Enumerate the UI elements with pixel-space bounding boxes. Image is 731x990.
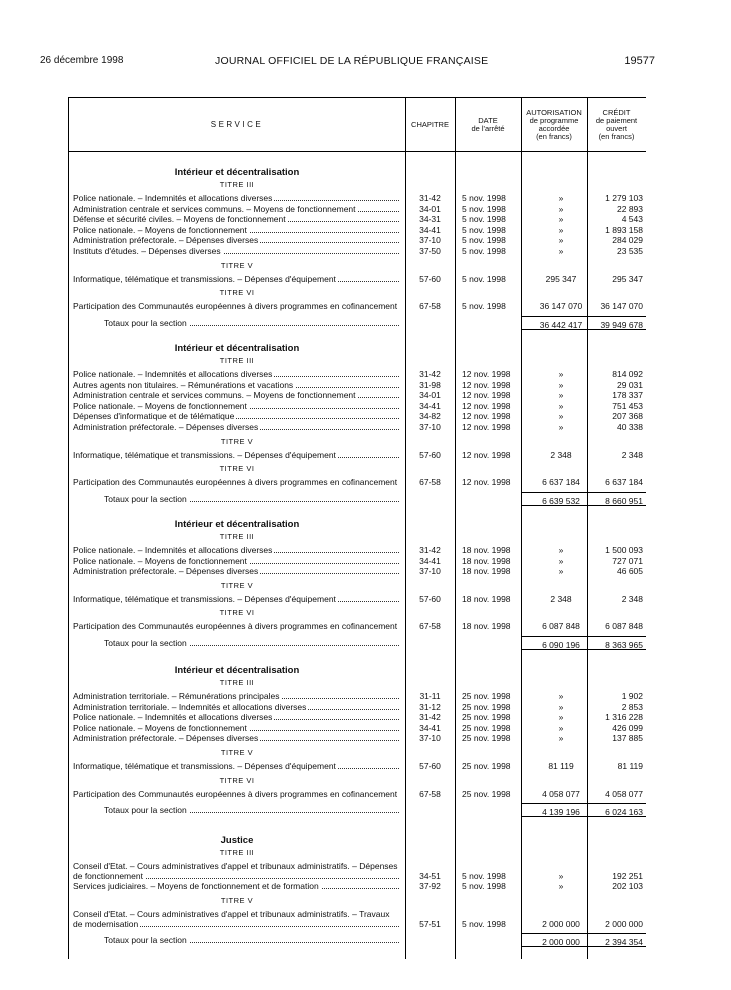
row-date: 5 nov. 1998 <box>462 193 506 203</box>
table-row <box>69 274 646 284</box>
row-label-text: Participation des Communautés européennes à divers programmes en cofinancement <box>73 788 398 799</box>
row-credit: 22 893 <box>617 203 643 214</box>
row-chapitre: 34-31 <box>419 214 441 225</box>
titre-heading: TITRE III <box>219 848 255 857</box>
row-date: 25 nov. 1998 <box>462 788 511 799</box>
row-label <box>73 204 399 214</box>
row-label-text: Police nationale. – Moyens de fonctionnement <box>73 400 247 411</box>
row-label <box>73 594 399 604</box>
row-label <box>73 881 399 891</box>
table-row <box>69 450 646 460</box>
table-row <box>69 594 646 604</box>
row-chapitre: 31-98 <box>419 379 441 390</box>
row-credit: 81 119 <box>617 761 643 771</box>
titre-heading: TITRE III <box>219 678 255 687</box>
row-label-text: Informatique, télématique et transmissions. – Dépenses d'équipement <box>73 593 336 604</box>
journal-title: JOURNAL OFFICIEL DE LA RÉPUBLIQUE FRANÇAISE <box>215 55 489 67</box>
row-label-text: Administration territoriale. – Rémunérations principales <box>73 691 280 701</box>
row-autorisation: 2 000 000 <box>542 918 580 929</box>
row-date: 25 nov. 1998 <box>462 701 511 712</box>
row-label <box>73 761 399 771</box>
row-credit: 284 029 <box>612 235 643 246</box>
row-label <box>73 621 399 631</box>
credits-table <box>68 97 646 959</box>
row-chapitre: 67-58 <box>419 621 441 632</box>
col-header-credit-line: CRÉDIT <box>602 107 631 117</box>
row-autorisation: » <box>558 400 564 411</box>
row-date: 18 nov. 1998 <box>462 621 511 632</box>
row-date: 12 nov. 1998 <box>462 390 511 401</box>
table-row <box>69 301 646 311</box>
row-label <box>73 369 399 379</box>
row-label-text: Conseil d'Etat. – Cours administratives d'appel et tribunaux administratifs. – Dépenses de fonctionnement <box>73 861 398 881</box>
row-autorisation: 81 119 <box>548 761 574 771</box>
row-label-text: Participation des Communautés européennes à divers programmes en cofinancement <box>73 477 398 488</box>
row-label <box>73 214 399 224</box>
row-autorisation: » <box>558 691 564 701</box>
row-chapitre: 57-60 <box>419 273 441 284</box>
row-date: 5 nov. 1998 <box>462 301 506 312</box>
titre-heading: TITRE III <box>219 356 255 365</box>
row-credit: 1 279 103 <box>605 193 643 203</box>
row-autorisation: » <box>558 566 564 577</box>
total-label-text: Totaux pour la section <box>104 493 187 504</box>
section-title: Intérieur et décentralisation <box>174 167 300 178</box>
row-chapitre: 34-01 <box>419 203 441 214</box>
row-label <box>73 401 399 411</box>
row-credit: 23 535 <box>617 246 643 256</box>
row-chapitre: 37-10 <box>419 733 441 744</box>
row-label-text: Instituts d'études. – Dépenses diverses <box>73 246 221 256</box>
row-label-text: Administration territoriale. – Indemnités et allocations diverses <box>73 701 307 712</box>
row-autorisation: » <box>558 193 564 203</box>
total-autorisation: 2 000 000 <box>542 936 580 947</box>
row-autorisation: » <box>558 203 564 214</box>
row-autorisation: » <box>558 422 564 432</box>
row-date: 25 nov. 1998 <box>462 722 511 733</box>
total-label <box>104 805 399 815</box>
table-row <box>69 401 646 411</box>
row-label-text: Participation des Communautés européennes à divers programmes en cofinancement <box>73 621 398 632</box>
table-row <box>69 881 646 891</box>
row-date: 18 nov. 1998 <box>462 566 511 577</box>
row-credit: 2 348 <box>621 449 643 460</box>
row-chapitre: 34-41 <box>419 722 441 733</box>
row-label <box>73 861 399 881</box>
col-header-auth-line: AUTORISATION <box>526 107 582 117</box>
total-label-text: Totaux pour la section <box>104 934 187 945</box>
table-row <box>69 702 646 712</box>
row-credit: 192 251 <box>612 871 643 881</box>
row-credit: 814 092 <box>612 369 643 379</box>
total-autorisation: 36 442 417 <box>539 319 583 330</box>
row-autorisation: 6 087 848 <box>542 621 580 632</box>
total-label <box>104 318 399 328</box>
row-date: 12 nov. 1998 <box>462 449 511 460</box>
row-date: 5 nov. 1998 <box>462 918 506 929</box>
row-label-text: Administration centrale et services communs. – Moyens de fonctionnement <box>73 390 356 401</box>
row-credit: 727 071 <box>612 555 643 566</box>
total-label-text: Totaux pour la section <box>104 638 187 648</box>
row-date: 12 nov. 1998 <box>462 477 511 488</box>
row-credit: 4 543 <box>621 214 643 225</box>
row-credit: 137 885 <box>612 733 643 744</box>
row-label <box>73 193 399 203</box>
row-chapitre: 31-11 <box>419 691 441 701</box>
section-total <box>69 638 646 650</box>
row-label-text: Participation des Communautés européennes à divers programmes en cofinancement <box>73 301 398 312</box>
total-label <box>104 935 399 945</box>
col-header-auth-line: accordée <box>538 123 570 133</box>
row-chapitre: 31-42 <box>419 545 441 555</box>
row-chapitre: 37-50 <box>419 246 441 256</box>
row-label <box>73 390 399 400</box>
row-label <box>73 411 399 421</box>
table-row <box>69 723 646 733</box>
total-credit: 39 949 678 <box>600 319 643 330</box>
titre-heading: TITRE V <box>220 895 254 905</box>
row-date: 5 nov. 1998 <box>462 871 506 881</box>
section-total <box>69 805 646 817</box>
row-label <box>73 733 399 743</box>
total-label-text: Totaux pour la section <box>104 805 187 816</box>
row-credit: 751 453 <box>612 400 643 411</box>
row-date: 18 nov. 1998 <box>462 555 511 566</box>
row-label <box>73 909 399 929</box>
row-autorisation: » <box>558 712 564 723</box>
col-header-auth-line: de programme <box>529 115 579 125</box>
row-label-text: Police nationale. – Indemnités et allocations diverses <box>73 193 273 203</box>
row-chapitre: 34-41 <box>419 555 441 566</box>
row-date: 12 nov. 1998 <box>462 400 511 411</box>
row-chapitre: 67-58 <box>419 477 441 488</box>
row-credit: 295 347 <box>612 273 643 284</box>
row-credit: 6 637 184 <box>605 477 643 488</box>
col-header-service-label: SERVICE <box>210 119 264 129</box>
row-autorisation: » <box>558 701 564 712</box>
section-total <box>69 935 646 947</box>
row-credit: 1 316 228 <box>605 712 643 723</box>
row-date: 12 nov. 1998 <box>462 411 511 422</box>
row-label <box>73 545 399 555</box>
row-credit: 2 000 000 <box>605 918 643 929</box>
col-header-date-line: DATE <box>478 115 498 125</box>
total-autorisation: 6 639 532 <box>542 495 580 506</box>
row-date: 5 nov. 1998 <box>462 273 506 284</box>
col-header-service <box>69 98 405 151</box>
table-row <box>69 621 646 631</box>
table-row <box>69 225 646 235</box>
row-label-text: Administration centrale et services communs. – Moyens de fonctionnement <box>73 203 356 214</box>
total-credit: 8 660 951 <box>605 495 643 506</box>
row-date: 5 nov. 1998 <box>462 246 506 256</box>
row-label <box>73 380 399 390</box>
col-header-date-line: de l'arrêté <box>471 123 505 133</box>
row-label-text: Informatique, télématique et transmissions. – Dépenses d'équipement <box>73 449 336 460</box>
row-label-text: Police nationale. – Indemnités et allocations diverses <box>73 712 273 723</box>
row-autorisation: » <box>558 545 564 555</box>
row-date: 5 nov. 1998 <box>462 203 506 214</box>
row-label <box>73 274 399 284</box>
row-chapitre: 34-01 <box>419 390 441 401</box>
row-label <box>73 556 399 566</box>
titre-heading: TITRE VI <box>219 608 255 618</box>
total-autorisation: 6 090 196 <box>542 640 580 650</box>
row-chapitre: 57-60 <box>419 449 441 460</box>
row-label-text: Administration préfectorale. – Dépenses diverses <box>73 235 259 246</box>
row-label-text: Dépenses d'informatique et de télématique <box>73 411 235 422</box>
row-autorisation: » <box>558 224 564 235</box>
row-credit: 1 893 158 <box>605 224 643 235</box>
table-row <box>69 246 646 256</box>
row-label-text: Administration préfectorale. – Dépenses diverses <box>73 733 259 744</box>
total-label-text: Totaux pour la section <box>104 317 187 328</box>
row-chapitre: 57-60 <box>419 761 441 771</box>
table-row <box>69 556 646 566</box>
row-credit: 4 058 077 <box>605 788 643 799</box>
titre-heading: TITRE V <box>220 580 254 590</box>
row-chapitre: 34-41 <box>419 224 441 235</box>
row-chapitre: 34-51 <box>419 871 441 881</box>
row-autorisation: 2 348 <box>550 449 572 460</box>
section-total <box>69 318 646 330</box>
row-autorisation: 36 147 070 <box>539 301 583 312</box>
row-autorisation: » <box>558 235 564 246</box>
titre-heading: TITRE V <box>220 436 254 446</box>
row-date: 25 nov. 1998 <box>462 733 511 744</box>
row-autorisation: » <box>558 369 564 379</box>
row-autorisation: » <box>558 871 564 881</box>
row-chapitre: 67-58 <box>419 788 441 799</box>
row-autorisation: 4 058 077 <box>542 788 580 799</box>
row-label-text: Défense et sécurité civiles. – Moyens de fonctionnement <box>73 214 286 225</box>
row-label-text: Conseil d'Etat. – Cours administratives d'appel et tribunaux administratifs. – Travaux de modernisation <box>73 908 390 929</box>
row-date: 18 nov. 1998 <box>462 593 511 604</box>
titre-heading: TITRE VI <box>219 288 255 298</box>
row-date: 18 nov. 1998 <box>462 545 511 555</box>
titre-heading: TITRE III <box>219 532 255 541</box>
row-chapitre: 31-12 <box>419 701 441 712</box>
row-chapitre: 34-82 <box>419 411 441 422</box>
row-autorisation: » <box>558 214 564 225</box>
col-header-chapitre <box>405 98 455 151</box>
row-autorisation: » <box>558 246 564 256</box>
row-date: 5 nov. 1998 <box>462 214 506 225</box>
col-header-credit <box>587 98 646 151</box>
row-chapitre: 57-51 <box>419 918 441 929</box>
total-autorisation: 4 139 196 <box>542 807 580 818</box>
row-credit: 2 853 <box>621 701 643 712</box>
row-label <box>73 246 399 256</box>
col-header-credit-line: ouvert <box>606 123 627 133</box>
row-label <box>73 723 399 733</box>
titre-heading: TITRE VI <box>219 464 255 474</box>
row-date: 25 nov. 1998 <box>462 761 511 771</box>
row-label-text: Police nationale. – Moyens de fonctionnement <box>73 224 247 235</box>
row-date: 5 nov. 1998 <box>462 235 506 246</box>
table-row <box>69 235 646 245</box>
row-label <box>73 702 399 712</box>
col-header-chapitre-label: CHAPITRE <box>411 119 449 129</box>
row-autorisation: 6 637 184 <box>542 477 580 488</box>
row-chapitre: 37-10 <box>419 566 441 577</box>
issue-date: 26 décembre 1998 <box>40 55 124 66</box>
table-row <box>69 193 646 203</box>
page-header <box>40 55 655 69</box>
table-row <box>69 380 646 390</box>
row-autorisation: » <box>558 722 564 733</box>
page-number: 19577 <box>624 55 655 67</box>
row-label-text: Police nationale. – Indemnités et allocations diverses <box>73 369 273 379</box>
row-label <box>73 301 399 311</box>
row-autorisation: » <box>558 555 564 566</box>
row-autorisation: 2 348 <box>550 593 572 604</box>
table-row <box>69 909 646 929</box>
table-row <box>69 566 646 576</box>
table-row <box>69 390 646 400</box>
row-label <box>73 225 399 235</box>
total-credit: 8 363 965 <box>605 640 643 650</box>
table-row <box>69 712 646 722</box>
row-credit: 29 031 <box>617 379 643 390</box>
col-header-date <box>455 98 521 151</box>
row-label-text: Autres agents non titulaires. – Rémunérations et vacations <box>73 379 294 390</box>
row-date: 25 nov. 1998 <box>462 691 511 701</box>
section-total <box>69 494 646 506</box>
row-autorisation: » <box>558 881 564 891</box>
row-credit: 202 103 <box>612 881 643 891</box>
row-date: 12 nov. 1998 <box>462 379 511 390</box>
row-label <box>73 450 399 460</box>
table-row <box>69 369 646 379</box>
titre-heading: TITRE V <box>220 260 254 270</box>
row-autorisation: » <box>558 411 564 422</box>
row-label <box>73 477 399 487</box>
row-chapitre: 34-41 <box>419 400 441 411</box>
row-label-text: Informatique, télématique et transmissions. – Dépenses d'équipement <box>73 273 336 284</box>
table-row <box>69 477 646 487</box>
row-credit: 207 368 <box>612 411 643 422</box>
row-label <box>73 566 399 576</box>
row-label-text: Police nationale. – Moyens de fonctionnement <box>73 722 247 733</box>
col-header-credit-line: (en francs) <box>598 131 635 141</box>
table-row <box>69 789 646 799</box>
row-label <box>73 712 399 722</box>
row-credit: 178 337 <box>612 390 643 401</box>
row-chapitre: 67-58 <box>419 301 441 312</box>
section-title: Intérieur et décentralisation <box>174 665 300 676</box>
row-chapitre: 37-10 <box>419 235 441 246</box>
table-row <box>69 204 646 214</box>
table-row <box>69 422 646 432</box>
row-chapitre: 31-42 <box>419 712 441 723</box>
row-label-text: Informatique, télématique et transmissions. – Dépenses d'équipement <box>73 761 336 771</box>
row-credit: 6 087 848 <box>605 621 643 632</box>
row-chapitre: 57-60 <box>419 593 441 604</box>
col-header-autorisation <box>521 98 587 151</box>
row-chapitre: 31-42 <box>419 193 441 203</box>
row-label <box>73 235 399 245</box>
row-chapitre: 37-10 <box>419 422 441 432</box>
table-row <box>69 761 646 771</box>
row-date: 12 nov. 1998 <box>462 422 511 432</box>
row-autorisation: » <box>558 390 564 401</box>
total-label <box>104 638 399 648</box>
section-title: Intérieur et décentralisation <box>174 343 300 354</box>
row-label-text: Services judiciaires. – Moyens de fonctionnement et de formation <box>73 881 319 891</box>
header-rule <box>69 151 646 152</box>
row-label <box>73 691 399 701</box>
table-row <box>69 691 646 701</box>
section-title: Justice <box>220 835 254 846</box>
table-row <box>69 733 646 743</box>
row-label-text: Administration préfectorale. – Dépenses diverses <box>73 422 259 432</box>
row-autorisation: 295 347 <box>545 273 577 284</box>
row-date: 5 nov. 1998 <box>462 881 506 891</box>
row-date: 12 nov. 1998 <box>462 369 511 379</box>
table-row <box>69 861 646 881</box>
row-credit: 426 099 <box>612 722 643 733</box>
table-row <box>69 214 646 224</box>
row-autorisation: » <box>558 733 564 744</box>
titre-heading: TITRE V <box>220 748 254 757</box>
table-row <box>69 411 646 421</box>
row-label-text: Police nationale. – Moyens de fonctionnement <box>73 555 247 566</box>
row-label-text: Police nationale. – Indemnités et allocations diverses <box>73 545 273 555</box>
row-chapitre: 31-42 <box>419 369 441 379</box>
titre-heading: TITRE VI <box>219 775 255 785</box>
row-label <box>73 422 399 432</box>
row-chapitre: 37-92 <box>419 881 441 891</box>
titre-heading: TITRE III <box>219 180 255 189</box>
row-credit: 2 348 <box>621 593 643 604</box>
section-title: Intérieur et décentralisation <box>174 519 300 530</box>
row-date: 5 nov. 1998 <box>462 224 506 235</box>
row-label-text: Administration préfectorale. – Dépenses diverses <box>73 566 259 577</box>
col-header-auth-line: (en francs) <box>536 131 572 141</box>
row-credit: 40 338 <box>617 422 643 432</box>
total-credit: 6 024 163 <box>605 807 643 818</box>
row-autorisation: » <box>558 379 564 390</box>
row-credit: 36 147 070 <box>600 301 643 312</box>
row-date: 25 nov. 1998 <box>462 712 511 723</box>
total-credit: 2 394 354 <box>605 936 643 947</box>
row-credit: 1 500 093 <box>605 545 643 555</box>
table-row <box>69 545 646 555</box>
row-label <box>73 789 399 799</box>
row-credit: 46 605 <box>617 566 643 577</box>
col-header-credit-line: de paiement <box>595 115 638 125</box>
total-label <box>104 494 399 504</box>
row-credit: 1 902 <box>621 691 643 701</box>
